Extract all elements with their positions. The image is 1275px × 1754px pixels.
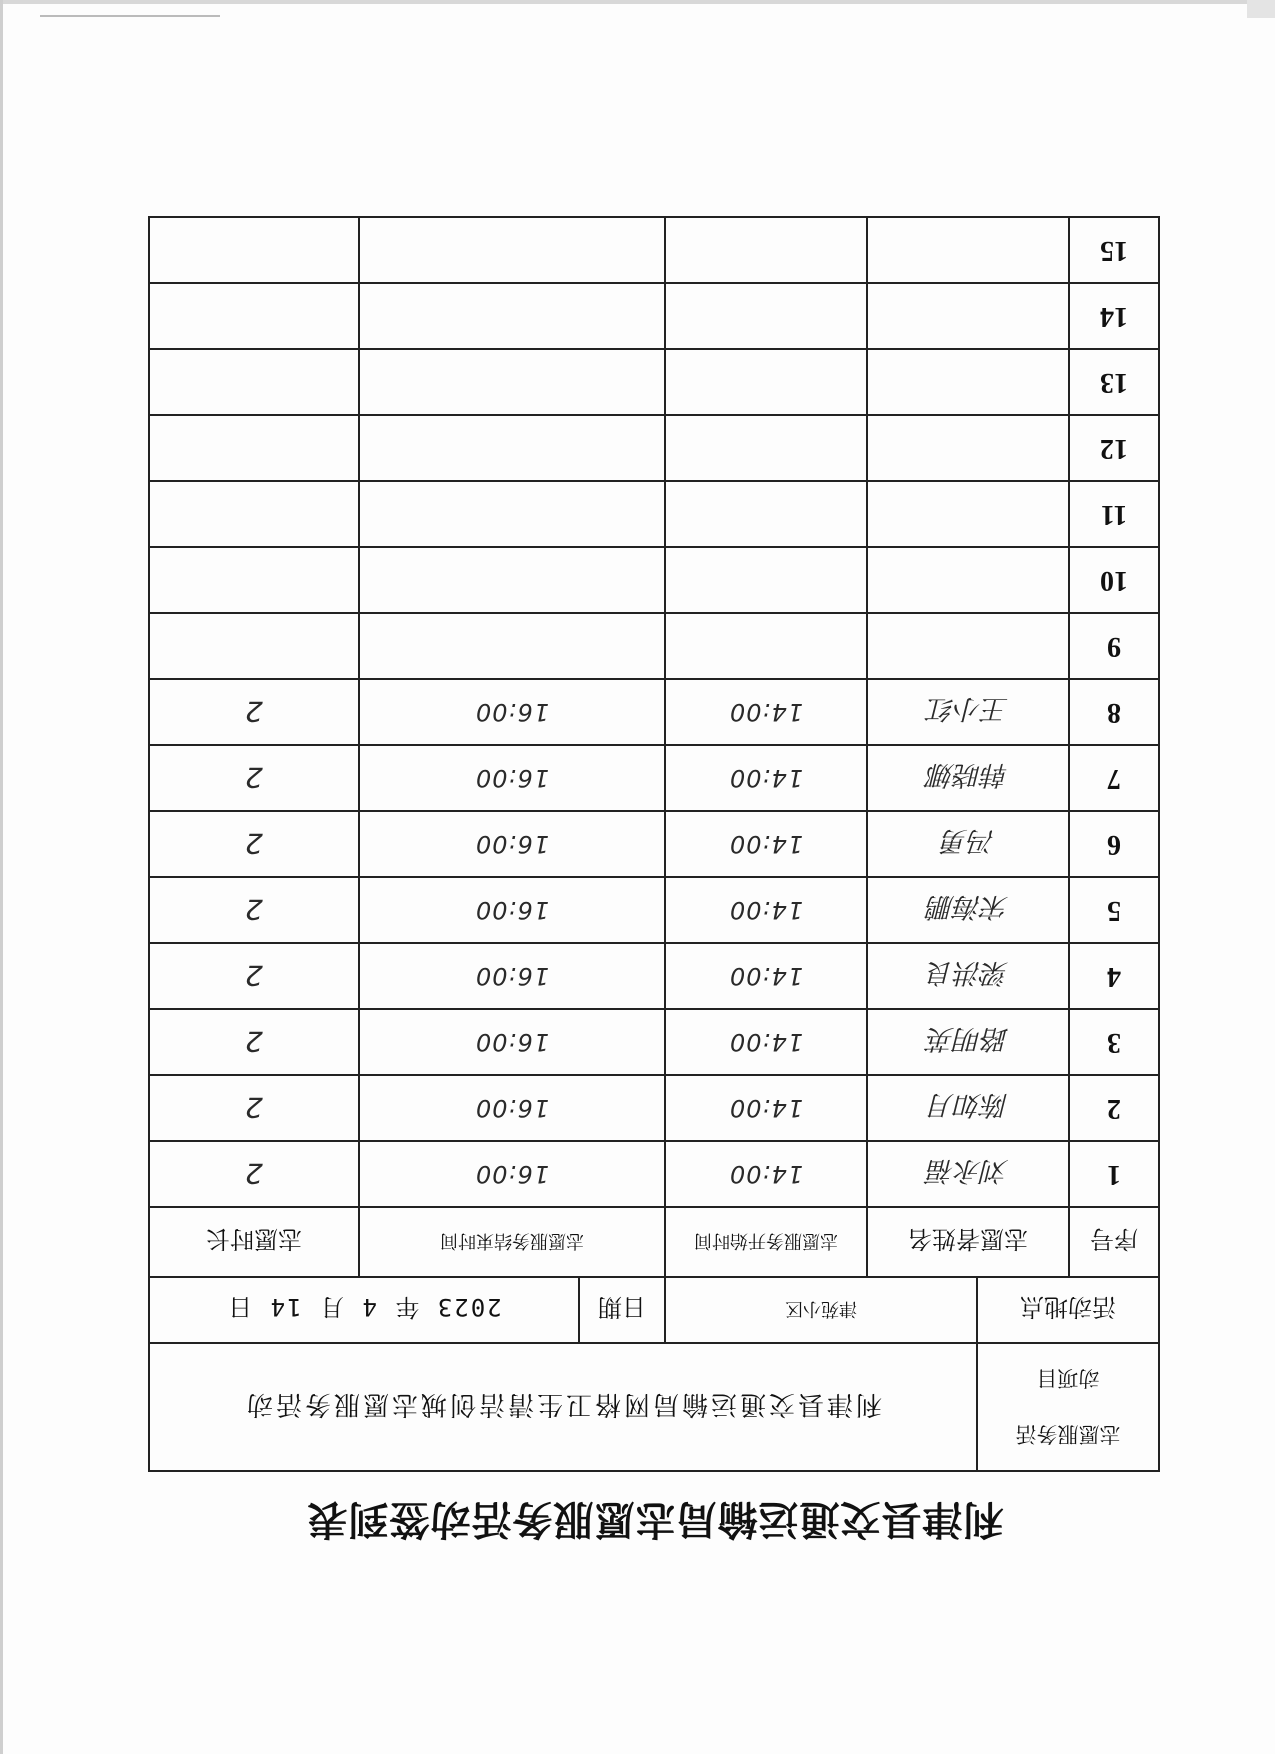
volunteer-name <box>867 481 1069 547</box>
table-row <box>149 481 1159 547</box>
scan-corner <box>1247 0 1275 18</box>
row-number: 13 <box>1069 349 1159 415</box>
volunteer-name <box>867 415 1069 481</box>
table-row <box>149 811 1159 877</box>
document-title: 利津县交通运输局志愿服务活动签到表 <box>306 1496 1004 1542</box>
end-time: 16:00 <box>359 745 665 811</box>
end-time: 16:00 <box>359 943 665 1009</box>
end-time <box>359 613 665 679</box>
end-time <box>359 349 665 415</box>
volunteer-name: 冯勇 <box>867 811 1069 877</box>
volunteer-hours <box>149 415 359 481</box>
start-time: 14:00 <box>665 1141 867 1207</box>
end-time: 16:00 <box>359 1141 665 1207</box>
header-end-time: 志愿服务结束时间 <box>359 1207 665 1277</box>
location-value: 津苑小区 <box>665 1277 977 1343</box>
volunteer-hours: 2 <box>149 679 359 745</box>
volunteer-name: 陈如月 <box>867 1075 1069 1141</box>
volunteer-name <box>867 613 1069 679</box>
end-time <box>359 547 665 613</box>
table-row <box>149 613 1159 679</box>
end-time: 16:00 <box>359 877 665 943</box>
row-number: 14 <box>1069 283 1159 349</box>
header-no: 序号 <box>1069 1207 1159 1277</box>
start-time <box>665 547 867 613</box>
volunteer-name: 宋海鹏 <box>867 877 1069 943</box>
date-value: 2023 年 4 月 14 日 <box>149 1277 579 1343</box>
volunteer-hours <box>149 481 359 547</box>
scan-mark <box>40 15 220 17</box>
activity-project-value: 利津县交通运输局网格卫生清洁创城志愿服务活动 <box>149 1343 977 1471</box>
table-row <box>149 679 1159 745</box>
table-row <box>149 349 1159 415</box>
volunteer-hours <box>149 613 359 679</box>
volunteer-name <box>867 547 1069 613</box>
table-row <box>149 547 1159 613</box>
start-time <box>665 415 867 481</box>
row-number: 2 <box>1069 1075 1159 1141</box>
start-time: 14:00 <box>665 943 867 1009</box>
volunteer-hours <box>149 217 359 283</box>
volunteer-hours: 2 <box>149 1009 359 1075</box>
scan-edge-left <box>0 0 3 1754</box>
row-number: 7 <box>1069 745 1159 811</box>
volunteer-name: 路明英 <box>867 1009 1069 1075</box>
activity-project-label: 志愿服务活 动项目 <box>977 1343 1159 1471</box>
volunteer-hours <box>149 547 359 613</box>
row-number: 6 <box>1069 811 1159 877</box>
row-number: 5 <box>1069 877 1159 943</box>
volunteer-hours: 2 <box>149 745 359 811</box>
end-time: 16:00 <box>359 679 665 745</box>
volunteer-name: 梁洪良 <box>867 943 1069 1009</box>
end-time <box>359 283 665 349</box>
volunteer-hours <box>149 349 359 415</box>
table-row <box>149 415 1159 481</box>
row-number: 15 <box>1069 217 1159 283</box>
volunteer-name: 刘永福 <box>867 1141 1069 1207</box>
end-time <box>359 415 665 481</box>
start-time: 14:00 <box>665 877 867 943</box>
start-time: 14:00 <box>665 745 867 811</box>
table-row <box>149 745 1159 811</box>
start-time <box>665 613 867 679</box>
start-time <box>665 349 867 415</box>
end-time: 16:00 <box>359 1075 665 1141</box>
header-start-time: 志愿服务开始时间 <box>665 1207 867 1277</box>
activity-project-row <box>149 1343 1159 1471</box>
table-row <box>149 877 1159 943</box>
end-time: 16:00 <box>359 811 665 877</box>
row-number: 12 <box>1069 415 1159 481</box>
scan-edge <box>0 0 1275 4</box>
sign-in-sheet <box>150 235 1160 1564</box>
row-number: 8 <box>1069 679 1159 745</box>
volunteer-hours: 2 <box>149 811 359 877</box>
volunteer-name <box>867 217 1069 283</box>
row-number: 9 <box>1069 613 1159 679</box>
volunteer-hours: 2 <box>149 877 359 943</box>
start-time: 14:00 <box>665 679 867 745</box>
volunteer-name <box>867 283 1069 349</box>
row-number: 3 <box>1069 1009 1159 1075</box>
volunteer-name: 韩晓娜 <box>867 745 1069 811</box>
volunteer-hours: 2 <box>149 1141 359 1207</box>
volunteer-name <box>867 349 1069 415</box>
start-time <box>665 481 867 547</box>
table-row <box>149 217 1159 283</box>
header-name: 志愿者姓名 <box>867 1207 1069 1277</box>
sign-in-table <box>148 216 1160 1472</box>
end-time: 16:00 <box>359 1009 665 1075</box>
volunteer-name: 王小红 <box>867 679 1069 745</box>
end-time <box>359 217 665 283</box>
date-label: 日期 <box>579 1277 665 1343</box>
start-time: 14:00 <box>665 811 867 877</box>
table-row <box>149 1075 1159 1141</box>
row-number: 11 <box>1069 481 1159 547</box>
row-number: 4 <box>1069 943 1159 1009</box>
location-label: 活动地点 <box>977 1277 1159 1343</box>
volunteer-hours: 2 <box>149 1075 359 1141</box>
start-time: 14:00 <box>665 1075 867 1141</box>
table-row <box>149 1009 1159 1075</box>
start-time <box>665 283 867 349</box>
volunteer-hours: 2 <box>149 943 359 1009</box>
row-number: 10 <box>1069 547 1159 613</box>
table-row <box>149 943 1159 1009</box>
end-time <box>359 481 665 547</box>
location-date-row <box>149 1277 1159 1343</box>
table-row <box>149 1141 1159 1207</box>
table-header-row <box>149 1207 1159 1277</box>
row-number: 1 <box>1069 1141 1159 1207</box>
start-time: 14:00 <box>665 1009 867 1075</box>
start-time <box>665 217 867 283</box>
volunteer-hours <box>149 283 359 349</box>
table-row <box>149 283 1159 349</box>
header-hours: 志愿时长 <box>149 1207 359 1277</box>
